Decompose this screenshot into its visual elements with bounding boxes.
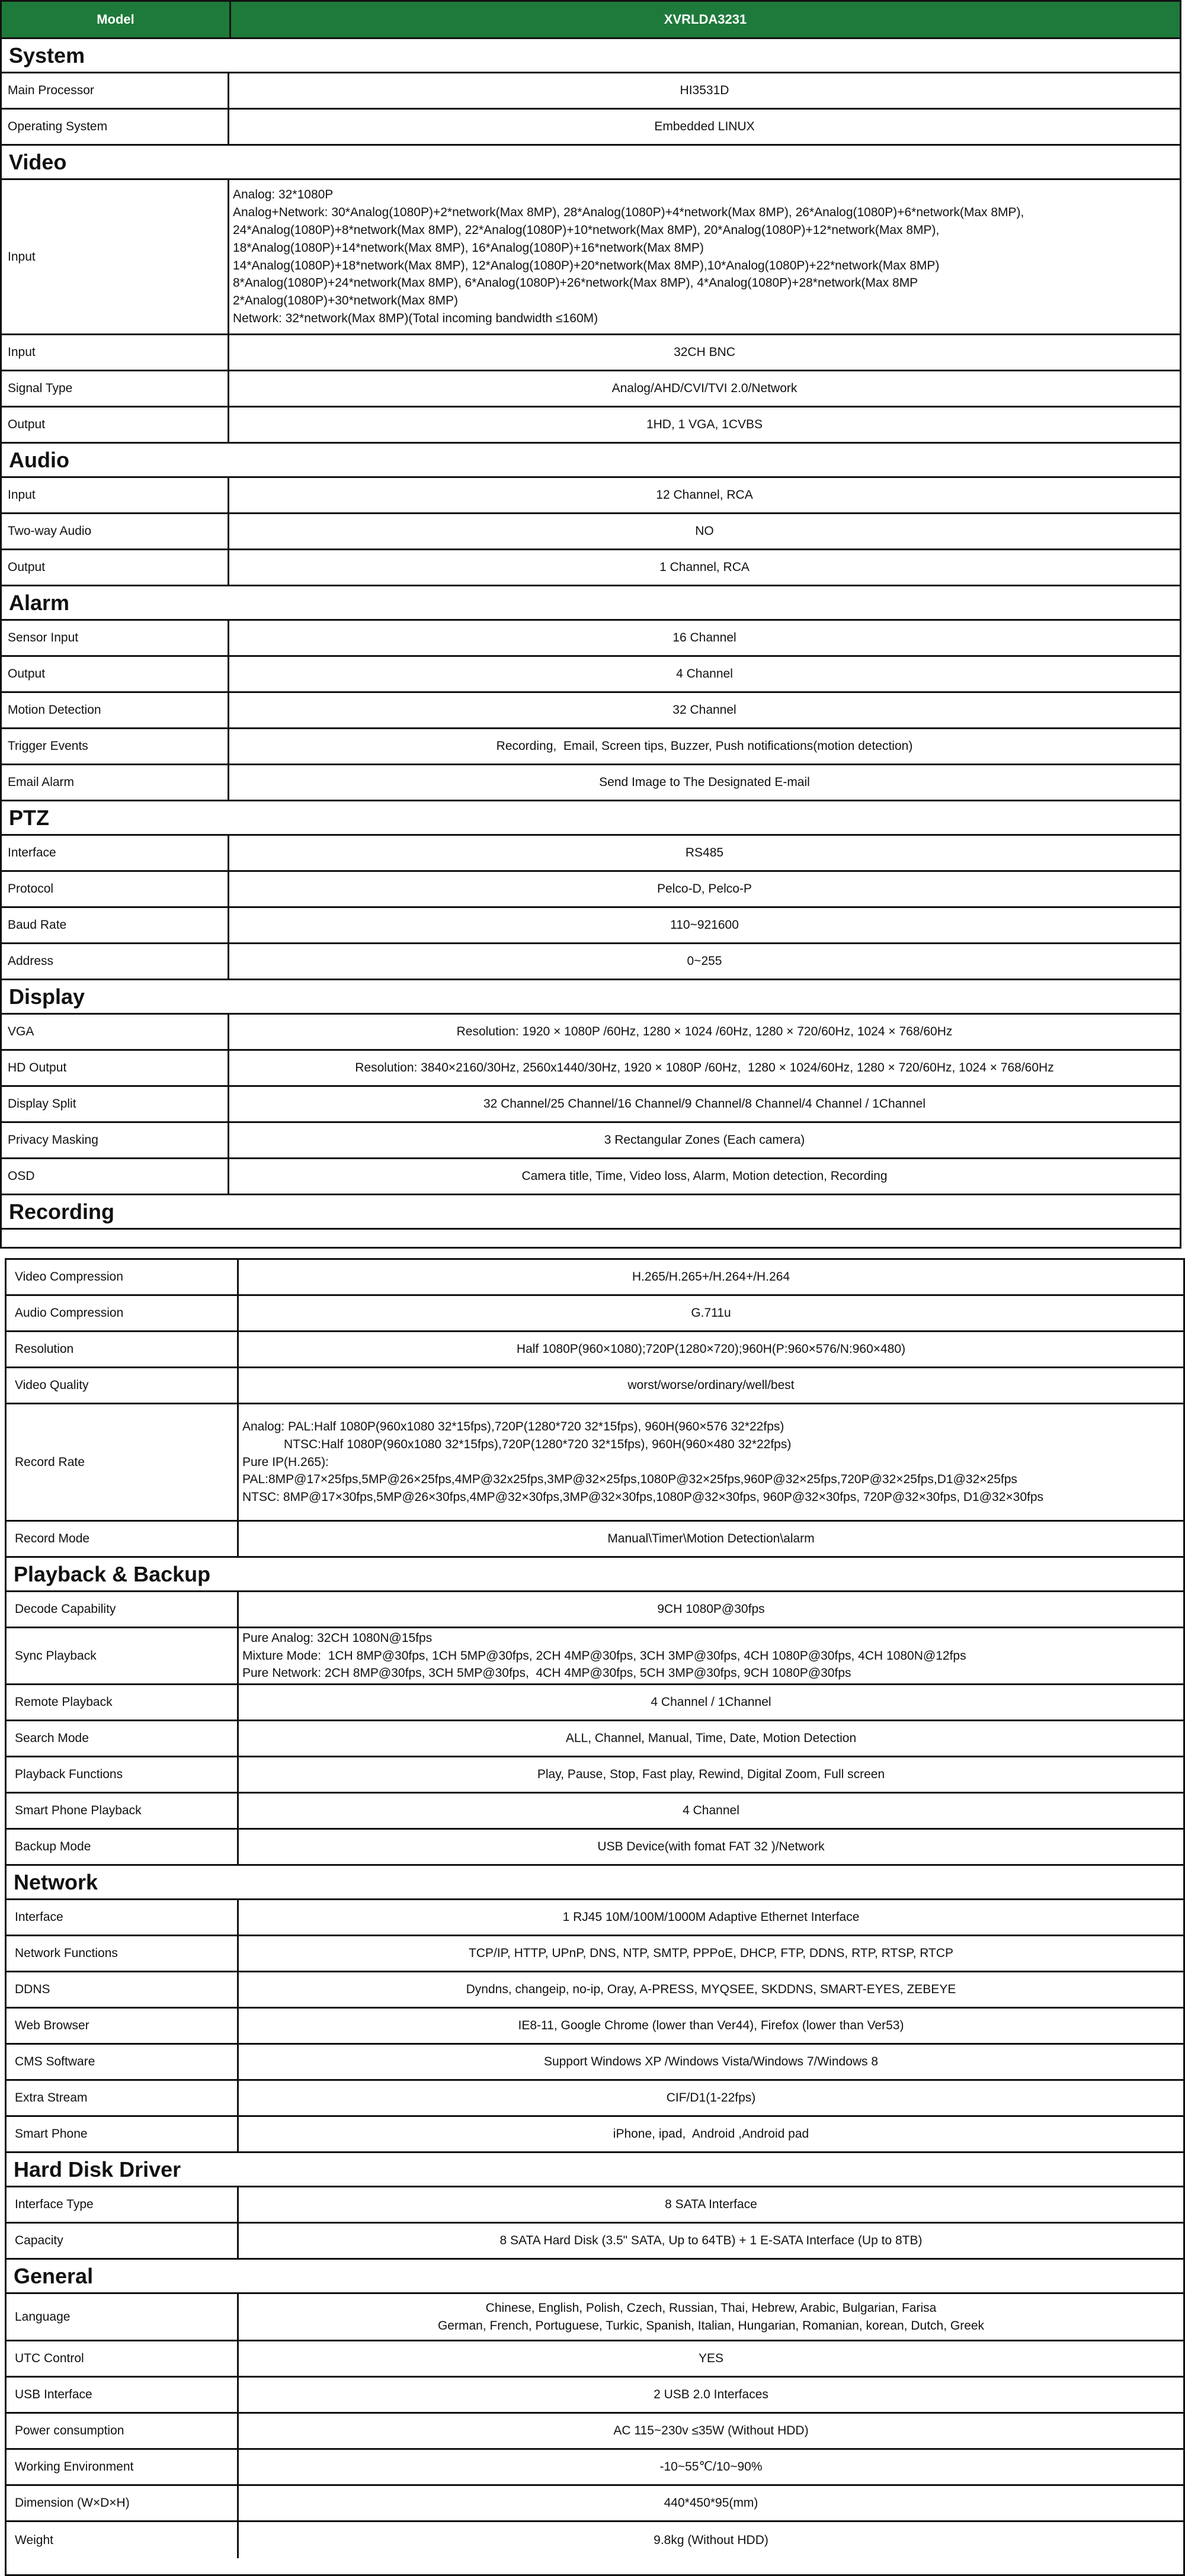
section-heading-recording: Recording bbox=[2, 1195, 1180, 1230]
spec-row-record-mode bbox=[7, 1522, 1183, 1558]
spec-value-line: 16 Channel bbox=[672, 631, 736, 645]
section-heading-audio: Audio bbox=[2, 444, 1180, 478]
spec-row-dimension-w-d-h bbox=[7, 2486, 1183, 2522]
spec-label: Record Rate bbox=[7, 1404, 239, 1520]
spec-value bbox=[239, 1332, 1183, 1366]
spec-row-video-compression bbox=[7, 1260, 1183, 1296]
spec-value-line: 4 Channel / 1Channel bbox=[651, 1695, 771, 1709]
spec-value bbox=[239, 2081, 1183, 2115]
section-heading-ptz: PTZ bbox=[2, 801, 1180, 836]
spec-label: Record Mode bbox=[7, 1522, 239, 1556]
spec-row-record-rate bbox=[7, 1404, 1183, 1522]
spec-value-line: Analog: 32*1080P bbox=[233, 188, 334, 202]
spec-value bbox=[229, 73, 1180, 108]
spec-value-line: Dyndns, changeip, no-ip, Oray, A-PRESS, MYQSEE, SKDDNS, SMART-EYES, ZEBEYE bbox=[466, 1982, 956, 1997]
spec-value bbox=[229, 621, 1180, 655]
spec-row-web-browser bbox=[7, 2009, 1183, 2045]
spec-row-utc-control bbox=[7, 2341, 1183, 2378]
section-heading-network: Network bbox=[7, 1866, 1183, 1900]
header-model-label: Model bbox=[2, 2, 231, 37]
spec-row-decode-capability bbox=[7, 1592, 1183, 1628]
spec-value bbox=[239, 1757, 1183, 1792]
spec-value bbox=[229, 657, 1180, 691]
spec-value bbox=[239, 1404, 1183, 1520]
spec-table-body-1 bbox=[2, 39, 1180, 1230]
spec-row-usb-interface bbox=[7, 2378, 1183, 2414]
spec-value-line: Analog+Network: 30*Analog(1080P)+2*network(Max 8MP), 28*Analog(1080P)+4*network(Max 8MP), 26*Analog(1080P)+6*network(Max 8MP), bbox=[233, 206, 1024, 220]
spec-value-line: Resolution: 1920 × 1080P /60Hz, 1280 × 1024 /60Hz, 1280 × 720/60Hz, 1024 × 768/60Hz bbox=[456, 1025, 953, 1039]
spec-row-privacy-masking bbox=[2, 1123, 1180, 1159]
spec-value bbox=[239, 1721, 1183, 1756]
spec-value-line: 8 SATA Hard Disk (3.5" SATA, Up to 64TB) + 1 E-SATA Interface (Up to 8TB) bbox=[499, 2234, 923, 2248]
spec-value-line: worst/worse/ordinary/well/best bbox=[627, 1378, 795, 1393]
spec-value bbox=[229, 514, 1180, 548]
spec-table-body-2 bbox=[7, 1260, 1183, 2558]
spec-value-line: 1 RJ45 10M/100M/1000M Adaptive Ethernet Interface bbox=[562, 1910, 860, 1924]
spec-row-address bbox=[2, 944, 1180, 980]
spec-value bbox=[229, 872, 1180, 906]
spec-value-line: ALL, Channel, Manual, Time, Date, Motion Detection bbox=[565, 1731, 857, 1746]
spec-value bbox=[239, 2187, 1183, 2222]
spec-value bbox=[239, 2117, 1183, 2151]
spec-value bbox=[239, 1794, 1183, 1828]
spec-row-sync-playback bbox=[7, 1628, 1183, 1685]
spec-value-line: NTSC:Half 1080P(960x1080 32*15fps),720P(1280*720 32*15fps), 960H(960×480 32*22fps) bbox=[242, 1437, 792, 1451]
section-heading-video: Video bbox=[2, 146, 1180, 180]
spec-row-interface bbox=[7, 1900, 1183, 1936]
spec-value-line: Recording, Email, Screen tips, Buzzer, Push notifications(motion detection) bbox=[496, 739, 913, 753]
spec-label: Dimension (W×D×H) bbox=[7, 2486, 239, 2520]
spec-row-video-quality bbox=[7, 1368, 1183, 1404]
spec-value-line: Pure Network: 2CH 8MP@30fps, 3CH 5MP@30fps, 4CH 4MP@30fps, 5CH 3MP@30fps, 9CH 1080P@30fps bbox=[242, 1666, 851, 1680]
spec-value-line: 1 Channel, RCA bbox=[659, 560, 750, 575]
header-model-value: XVRLDA3231 bbox=[664, 12, 747, 27]
spec-label: DDNS bbox=[7, 1972, 239, 2007]
spec-value bbox=[229, 371, 1180, 406]
spec-label: UTC Control bbox=[7, 2341, 239, 2376]
spec-value bbox=[239, 1936, 1183, 1971]
spec-label: Power consumption bbox=[7, 2414, 239, 2448]
spec-row-search-mode bbox=[7, 1721, 1183, 1757]
spec-value bbox=[239, 2378, 1183, 2412]
spec-value-line: 440*450*95(mm) bbox=[664, 2496, 758, 2510]
spec-sheet-part-1 bbox=[0, 0, 1181, 1249]
spec-row-trigger-events bbox=[2, 729, 1180, 765]
spec-value bbox=[239, 2522, 1183, 2558]
spec-value-line: Pelco-D, Pelco-P bbox=[657, 882, 752, 896]
section-heading-alarm: Alarm bbox=[2, 586, 1180, 621]
spec-label: Resolution bbox=[7, 1332, 239, 1366]
spec-label: Backup Mode bbox=[7, 1830, 239, 1864]
spec-label: Decode Capability bbox=[7, 1592, 239, 1627]
spec-label: Interface Type bbox=[7, 2187, 239, 2222]
spec-label: Interface bbox=[2, 836, 229, 870]
spec-row-extra-stream bbox=[7, 2081, 1183, 2117]
spec-value-line: Play, Pause, Stop, Fast play, Rewind, Digital Zoom, Full screen bbox=[537, 1767, 885, 1782]
spec-label: Smart Phone Playback bbox=[7, 1794, 239, 1828]
spec-label: Output bbox=[2, 657, 229, 691]
spec-value-line: 9.8kg (Without HDD) bbox=[654, 2533, 768, 2547]
spec-value-line: 32 Channel bbox=[672, 703, 736, 717]
spec-label: Working Environment bbox=[7, 2450, 239, 2484]
spec-value bbox=[239, 2450, 1183, 2484]
spec-row-vga bbox=[2, 1015, 1180, 1051]
spec-value bbox=[239, 1628, 1183, 1683]
spec-label: Network Functions bbox=[7, 1936, 239, 1971]
spec-row-smart-phone-playback bbox=[7, 1794, 1183, 1830]
spec-value bbox=[239, 1972, 1183, 2007]
spec-value-line: G.711u bbox=[691, 1306, 731, 1320]
spec-label: USB Interface bbox=[7, 2378, 239, 2412]
spec-value-line: 24*Analog(1080P)+8*network(Max 8MP), 22*Analog(1080P)+10*network(Max 8MP), 20*Analog(1080P)+12*network(Max 8MP), bbox=[233, 223, 940, 237]
spec-label: Web Browser bbox=[7, 2009, 239, 2043]
spec-row-osd bbox=[2, 1159, 1180, 1195]
spec-value-line: 4 Channel bbox=[676, 667, 733, 681]
spec-row-network-functions bbox=[7, 1936, 1183, 1972]
spec-value-line: TCP/IP, HTTP, UPnP, DNS, NTP, SMTP, PPPoE, DHCP, FTP, DDNS, RTP, RTSP, RTCP bbox=[468, 1946, 954, 1961]
spec-row-main-processor bbox=[2, 73, 1180, 110]
spec-row-smart-phone bbox=[7, 2117, 1183, 2153]
spec-value-line: Chinese, English, Polish, Czech, Russian, Thai, Hebrew, Arabic, Bulgarian, Farisa bbox=[485, 2301, 937, 2315]
section-heading-display: Display bbox=[2, 980, 1180, 1015]
spec-value bbox=[239, 2341, 1183, 2376]
spec-row-output bbox=[2, 408, 1180, 444]
spec-value bbox=[239, 1296, 1183, 1330]
spec-label: OSD bbox=[2, 1159, 229, 1194]
spec-value bbox=[229, 335, 1180, 370]
spec-value bbox=[239, 1592, 1183, 1627]
spec-row-baud-rate bbox=[2, 908, 1180, 944]
spec-value-line: Resolution: 3840×2160/30Hz, 2560x1440/30Hz, 1920 × 1080P /60Hz, 1280 × 1024/60Hz, 1280 × 720/60Hz, 1024 × 768/60Hz bbox=[355, 1061, 1054, 1075]
spec-value-line: 0~255 bbox=[687, 954, 722, 968]
spec-value-line: 110~921600 bbox=[670, 918, 739, 932]
spec-sheet-part-2 bbox=[5, 1258, 1185, 2576]
spec-value bbox=[239, 1368, 1183, 1403]
spec-value bbox=[229, 1051, 1180, 1085]
spec-label: Output bbox=[2, 550, 229, 585]
spec-value bbox=[229, 1159, 1180, 1194]
spec-label: Video Quality bbox=[7, 1368, 239, 1403]
spec-label: CMS Software bbox=[7, 2045, 239, 2079]
spec-value bbox=[239, 1685, 1183, 1720]
spec-label: Language bbox=[7, 2294, 239, 2340]
spec-value bbox=[229, 1123, 1180, 1157]
table-header bbox=[2, 2, 1180, 39]
section-heading-hard-disk-driver: Hard Disk Driver bbox=[7, 2153, 1183, 2187]
spec-value-line: Send Image to The Designated E-mail bbox=[599, 775, 810, 790]
spec-value-line: RS485 bbox=[685, 846, 724, 860]
spec-row-audio-compression bbox=[7, 1296, 1183, 1332]
spec-label: Sensor Input bbox=[2, 621, 229, 655]
spec-row-protocol bbox=[2, 872, 1180, 908]
section-heading-system: System bbox=[2, 39, 1180, 73]
spec-row-cms-software bbox=[7, 2045, 1183, 2081]
section-heading-playback-backup: Playback & Backup bbox=[7, 1558, 1183, 1592]
spec-value-line: NTSC: 8MP@17×30fps,5MP@26×30fps,4MP@32×30fps,3MP@32×30fps,1080P@32×30fps, 960P@32×30fps, 720P@32×30fps, D1@32×30fps bbox=[242, 1490, 1044, 1504]
spec-value bbox=[229, 478, 1180, 512]
spec-row-weight bbox=[7, 2522, 1183, 2558]
spec-label: Address bbox=[2, 944, 229, 979]
spec-value-line: iPhone, ipad, Android ,Android pad bbox=[613, 2127, 809, 2141]
spec-value bbox=[229, 836, 1180, 870]
spec-value bbox=[239, 1260, 1183, 1294]
spec-value-line: 4 Channel bbox=[683, 1804, 739, 1818]
spec-value bbox=[239, 2486, 1183, 2520]
spec-row-ddns bbox=[7, 1972, 1183, 2009]
spec-value-line: 8 SATA Interface bbox=[665, 2198, 757, 2212]
spec-label: Privacy Masking bbox=[2, 1123, 229, 1157]
spec-value bbox=[229, 944, 1180, 979]
spec-row-interface-type bbox=[7, 2187, 1183, 2224]
spec-value bbox=[229, 408, 1180, 442]
spec-row-working-environment bbox=[7, 2450, 1183, 2486]
spec-label: Trigger Events bbox=[2, 729, 229, 764]
spec-label: Playback Functions bbox=[7, 1757, 239, 1792]
spec-row-motion-detection bbox=[2, 693, 1180, 729]
spec-value-line: Analog: PAL:Half 1080P(960x1080 32*15fps),720P(1280*720 32*15fps), 960H(960×576 32*22fps) bbox=[242, 1419, 784, 1433]
spec-value-line: H.265/H.265+/H.264+/H.264 bbox=[632, 1270, 790, 1284]
spec-row-resolution bbox=[7, 1332, 1183, 1368]
spec-value-line: HI3531D bbox=[680, 84, 729, 98]
spec-value-line: Analog/AHD/CVI/TVI 2.0/Network bbox=[611, 381, 798, 396]
spec-label: Protocol bbox=[2, 872, 229, 906]
spec-label: Smart Phone bbox=[7, 2117, 239, 2151]
spec-row-input bbox=[2, 478, 1180, 514]
spec-label: Input bbox=[2, 478, 229, 512]
spec-value-line: 32 Channel/25 Channel/16 Channel/9 Channel/8 Channel/4 Channel / 1Channel bbox=[483, 1097, 926, 1111]
spec-row-input bbox=[2, 335, 1180, 371]
spec-row-remote-playback bbox=[7, 1685, 1183, 1721]
spec-label: Display Split bbox=[2, 1087, 229, 1121]
spec-value-line: German, French, Portuguese, Turkic, Spanish, Italian, Hungarian, Romanian, korean, Dutch, Greek bbox=[437, 2318, 985, 2333]
spec-label: Capacity bbox=[7, 2224, 239, 2258]
spec-label: Baud Rate bbox=[2, 908, 229, 942]
spec-row-language bbox=[7, 2294, 1183, 2341]
spec-value bbox=[239, 1522, 1183, 1556]
spec-value-line: PAL:8MP@17×25fps,5MP@26×25fps,4MP@32x25fps,3MP@32×25fps,1080P@32×25fps,960P@32×25fps,720P@32×25fps,D1@32×25fps bbox=[242, 1473, 1017, 1487]
spec-value bbox=[239, 2045, 1183, 2079]
spec-label: Operating System bbox=[2, 110, 229, 144]
spec-row-output bbox=[2, 550, 1180, 586]
spec-label: Signal Type bbox=[2, 371, 229, 406]
spec-row-two-way-audio bbox=[2, 514, 1180, 550]
spec-value-line: Pure Analog: 32CH 1080N@15fps bbox=[242, 1631, 433, 1645]
spec-label: Output bbox=[2, 408, 229, 442]
spec-value-line: 9CH 1080P@30fps bbox=[657, 1602, 765, 1616]
spec-row-email-alarm bbox=[2, 765, 1180, 801]
spec-value-line: 2 USB 2.0 Interfaces bbox=[654, 2388, 768, 2402]
spec-label: Extra Stream bbox=[7, 2081, 239, 2115]
spec-value bbox=[229, 693, 1180, 727]
spec-value-line: USB Device(with fomat FAT 32 )/Network bbox=[597, 1840, 825, 1854]
spec-label: HD Output bbox=[2, 1051, 229, 1085]
spec-value bbox=[229, 550, 1180, 585]
spec-value-line: Support Windows XP /Windows Vista/Windows 7/Windows 8 bbox=[543, 2055, 879, 2069]
spec-value-line: 2*Analog(1080P)+30*network(Max 8MP) bbox=[233, 294, 458, 308]
spec-value bbox=[239, 2414, 1183, 2448]
spec-value bbox=[229, 729, 1180, 764]
spec-value-line: NO bbox=[695, 524, 714, 538]
spec-value-line: 3 Rectangular Zones (Each camera) bbox=[604, 1133, 805, 1147]
spec-row-interface bbox=[2, 836, 1180, 872]
spec-row-capacity bbox=[7, 2224, 1183, 2260]
spec-value-line: 8*Analog(1080P)+24*network(Max 8MP), 6*Analog(1080P)+26*network(Max 8MP), 4*Analog(1080P)+28*network(Max 8MP bbox=[233, 276, 918, 290]
spec-value-line: 18*Analog(1080P)+14*network(Max 8MP), 16*Analog(1080P)+16*network(Max 8MP) bbox=[233, 240, 704, 255]
spec-value bbox=[229, 1015, 1180, 1049]
spec-label: Remote Playback bbox=[7, 1685, 239, 1720]
spec-row-power-consumption bbox=[7, 2414, 1183, 2450]
spec-value-line: Manual\Timer\Motion Detection\alarm bbox=[607, 1532, 815, 1546]
spec-label: Audio Compression bbox=[7, 1296, 239, 1330]
spec-value-line: Camera title, Time, Video loss, Alarm, Motion detection, Recording bbox=[521, 1169, 888, 1183]
spec-row-signal-type bbox=[2, 371, 1180, 408]
spec-value-line: AC 115~230v ≤35W (Without HDD) bbox=[613, 2424, 809, 2438]
spec-value bbox=[239, 2294, 1183, 2340]
spec-value bbox=[229, 110, 1180, 144]
spec-value-line: Pure IP(H.265): bbox=[242, 1455, 329, 1469]
spec-value-line: Mixture Mode: 1CH 8MP@30fps, 1CH 5MP@30fps, 2CH 4MP@30fps, 3CH 3MP@30fps, 4CH 1080P@30fps, 4CH 1080N@12fps bbox=[242, 1648, 966, 1663]
spec-label: VGA bbox=[2, 1015, 229, 1049]
spec-row-playback-functions bbox=[7, 1757, 1183, 1794]
section-heading-general: General bbox=[7, 2260, 1183, 2294]
spec-value bbox=[229, 1087, 1180, 1121]
spec-value-line: CIF/D1(1-22fps) bbox=[666, 2091, 756, 2105]
spec-label: Email Alarm bbox=[2, 765, 229, 800]
spec-value-line: 32CH BNC bbox=[674, 345, 735, 360]
spec-label: Interface bbox=[7, 1900, 239, 1935]
spec-label: Weight bbox=[7, 2522, 239, 2558]
spec-label: Input bbox=[2, 180, 229, 333]
spec-label: Video Compression bbox=[7, 1260, 239, 1294]
spec-value-line: 12 Channel, RCA bbox=[656, 488, 753, 502]
spec-row-sensor-input bbox=[2, 621, 1180, 657]
spec-label: Main Processor bbox=[2, 73, 229, 108]
spec-value-line: Embedded LINUX bbox=[654, 120, 755, 134]
spec-value bbox=[229, 908, 1180, 942]
spec-label: Sync Playback bbox=[7, 1628, 239, 1683]
spec-value bbox=[239, 1830, 1183, 1864]
spec-value bbox=[229, 765, 1180, 800]
spec-label: Search Mode bbox=[7, 1721, 239, 1756]
spec-label: Input bbox=[2, 335, 229, 370]
spec-row-output bbox=[2, 657, 1180, 693]
spec-value-line: IE8-11, Google Chrome (lower than Ver44), Firefox (lower than Ver53) bbox=[518, 2019, 904, 2033]
spec-value-line: Network: 32*network(Max 8MP)(Total incoming bandwidth ≤160M) bbox=[233, 311, 598, 325]
spec-value-line: 1HD, 1 VGA, 1CVBS bbox=[646, 418, 763, 432]
spec-value bbox=[239, 2009, 1183, 2043]
spec-value bbox=[229, 180, 1180, 333]
spec-row-hd-output bbox=[2, 1051, 1180, 1087]
spec-value bbox=[239, 1900, 1183, 1935]
spec-value-line: YES bbox=[698, 2352, 724, 2366]
spec-value-line: Half 1080P(960×1080);720P(1280×720);960H(P:960×576/N:960×480) bbox=[516, 1342, 906, 1356]
spec-row-display-split bbox=[2, 1087, 1180, 1123]
spec-row-operating-system bbox=[2, 110, 1180, 146]
spec-label: Motion Detection bbox=[2, 693, 229, 727]
spec-value-line: -10~55℃/10~90% bbox=[659, 2460, 763, 2474]
spec-label: Two-way Audio bbox=[2, 514, 229, 548]
spec-value-line: 14*Analog(1080P)+18*network(Max 8MP), 12*Analog(1080P)+20*network(Max 8MP),10*Analog(1080P)+22*network(Max 8MP) bbox=[233, 258, 940, 272]
spec-row-input bbox=[2, 180, 1180, 335]
spec-row-backup-mode bbox=[7, 1830, 1183, 1866]
spec-value bbox=[239, 2224, 1183, 2258]
